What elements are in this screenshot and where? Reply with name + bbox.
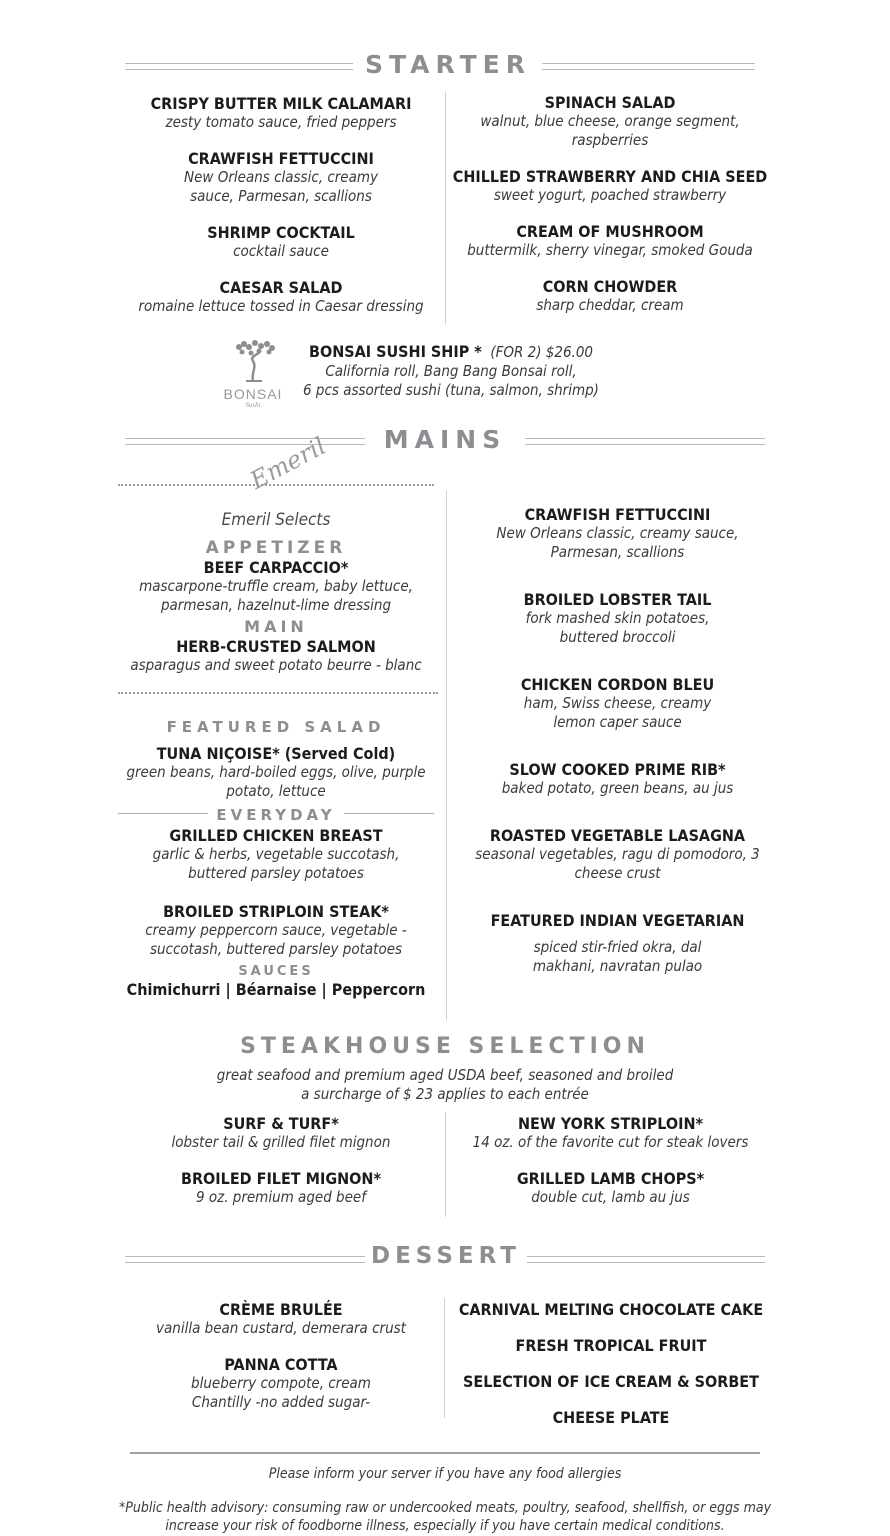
dessert-item: CARNIVAL MELTING CHOCOLATE CAKE bbox=[458, 1300, 764, 1319]
item-desc: fork mashed skin potatoes, buttered broccoli bbox=[525, 609, 710, 646]
featured-column bbox=[112, 718, 440, 801]
item-name: GRILLED CHICKEN BREAST bbox=[169, 826, 383, 845]
menu-item bbox=[120, 1355, 442, 1412]
item-desc: vanilla bean custard, demerara crust bbox=[156, 1319, 406, 1337]
item-name: CRAWFISH FETTUCCINI bbox=[524, 505, 711, 524]
item-name: CAESAR SALAD bbox=[219, 278, 343, 297]
item-desc: sweet yogurt, poached strawberry bbox=[493, 186, 727, 204]
item-name: CREAM OF MUSHROOM bbox=[516, 222, 704, 241]
dessert-divider bbox=[444, 1298, 445, 1418]
menu-item bbox=[120, 1169, 442, 1207]
item-desc: baked potato, green beans, au jus bbox=[501, 779, 734, 797]
featured-salad-label: FEATURED SALAD bbox=[166, 718, 386, 736]
menu-item bbox=[455, 675, 780, 732]
menu-item bbox=[455, 590, 780, 647]
item-name: CHILLED STRAWBERRY AND CHIA SEED bbox=[452, 167, 768, 186]
mains-divider bbox=[446, 490, 447, 1020]
item-name: SPINACH SALAD bbox=[544, 93, 676, 112]
dessert-title: DESSERT bbox=[371, 1243, 521, 1269]
advisory-line1: *Public health advisory: consuming raw or undercooked meats, poultry, seafood, shellfish, or eggs may bbox=[118, 1500, 772, 1516]
menu-item bbox=[120, 149, 442, 206]
everyday-label: EVERYDAY bbox=[208, 806, 343, 824]
item-desc: walnut, blue cheese, orange segment, raspberries bbox=[480, 112, 740, 149]
bonsai-logo-text: BONSAI bbox=[223, 386, 283, 402]
item-name: PANNA COTTA bbox=[224, 1355, 338, 1374]
emeril-top-rule bbox=[118, 484, 434, 486]
menu-item bbox=[120, 1114, 442, 1152]
starter-right-column bbox=[450, 93, 770, 315]
steakhouse-intro bbox=[0, 1066, 890, 1104]
item-desc: cocktail sauce bbox=[233, 242, 329, 260]
item-desc: New Orleans classic, creamy sauce, Parmesan, scallions bbox=[184, 168, 378, 205]
menu-item bbox=[112, 558, 440, 615]
menu-item bbox=[112, 637, 440, 675]
header-rule-left bbox=[125, 63, 353, 70]
menu-item bbox=[455, 826, 780, 883]
starter-title: STARTER bbox=[365, 50, 531, 79]
dessert-item: CHEESE PLATE bbox=[552, 1408, 670, 1427]
menu-item bbox=[455, 911, 780, 976]
starter-header bbox=[0, 50, 890, 80]
item-desc: spiced stir-fried okra, dal makhani, navratan pulao bbox=[532, 938, 703, 975]
bonsai-logo bbox=[222, 337, 284, 413]
mains-title: MAINS bbox=[383, 425, 507, 454]
item-name: TUNA NIÇOISE* (Served Cold) bbox=[156, 744, 396, 763]
item-desc: seasonal vegetables, ragu di pomodoro, 3 cheese crust bbox=[475, 845, 760, 882]
item-desc: double cut, lamb au jus bbox=[531, 1188, 690, 1206]
item-desc: garlic & herbs, vegetable succotash, buttered parsley potatoes bbox=[152, 845, 400, 882]
bonsai-sushi-ship bbox=[286, 342, 616, 400]
item-name: ROASTED VEGETABLE LASAGNA bbox=[489, 826, 746, 845]
menu-item bbox=[120, 278, 442, 316]
bonsai-title-line bbox=[286, 342, 616, 362]
starter-divider bbox=[445, 92, 446, 324]
item-desc: New Orleans classic, creamy sauce, Parmesan, scallions bbox=[496, 524, 739, 561]
header-rule-right bbox=[542, 63, 755, 70]
everyday-label-wrap bbox=[112, 805, 440, 824]
menu-item bbox=[120, 1300, 442, 1338]
header-rule-left bbox=[125, 1256, 365, 1263]
bonsai-logo-sub: Sushi bbox=[245, 401, 261, 409]
footer-rule bbox=[130, 1452, 760, 1454]
item-name: SLOW COOKED PRIME RIB* bbox=[509, 760, 726, 779]
appetizer-label: APPETIZER bbox=[205, 538, 347, 558]
item-name: SURF & TURF* bbox=[223, 1114, 339, 1133]
item-desc: creamy peppercorn sauce, vegetable - succotash, buttered parsley potatoes bbox=[145, 921, 407, 958]
emeril-selects-label: Emeril Selects bbox=[221, 510, 331, 530]
item-name: GRILLED LAMB CHOPS* bbox=[516, 1169, 705, 1188]
item-desc: lobster tail & grilled filet mignon bbox=[171, 1133, 391, 1151]
header-rule-right bbox=[527, 1256, 765, 1263]
dessert-item: FRESH TROPICAL FRUIT bbox=[515, 1336, 707, 1355]
mains-header bbox=[0, 425, 890, 455]
item-desc: 14 oz. of the favorite cut for steak lovers bbox=[472, 1133, 749, 1151]
menu-item bbox=[112, 826, 440, 883]
everyday-column bbox=[112, 826, 440, 999]
steakhouse-divider bbox=[445, 1112, 446, 1217]
item-name: CHICKEN CORDON BLEU bbox=[520, 675, 715, 694]
item-name: BROILED FILET MIGNON* bbox=[181, 1169, 381, 1188]
menu-item bbox=[448, 1114, 773, 1152]
mains-right-column bbox=[455, 505, 780, 976]
item-name: SHRIMP COCKTAIL bbox=[207, 223, 355, 242]
header-rule-right bbox=[525, 438, 765, 445]
emeril-selects-column bbox=[112, 509, 440, 675]
menu-item bbox=[112, 902, 440, 959]
advisory-line2: increase your risk of foodborne illness, especially if you have certain medical conditions. bbox=[165, 1518, 725, 1534]
steakhouse-left-column bbox=[120, 1114, 442, 1207]
item-desc: ham, Swiss cheese, creamy lemon caper sauce bbox=[523, 694, 712, 731]
starter-left-column bbox=[120, 94, 442, 316]
item-desc: blueberry compote, cream Chantilly -no added sugar- bbox=[191, 1374, 371, 1411]
menu-item bbox=[455, 505, 780, 562]
item-desc: green beans, hard-boiled eggs, olive, purple potato, lettuce bbox=[126, 763, 426, 800]
menu-item bbox=[450, 222, 770, 260]
bonsai-tree-icon bbox=[229, 337, 277, 383]
menu-item bbox=[450, 277, 770, 315]
item-desc: 9 oz. premium aged beef bbox=[195, 1188, 366, 1206]
menu-item bbox=[450, 93, 770, 150]
emeril-bottom-rule bbox=[118, 692, 438, 694]
item-desc: sharp cheddar, cream bbox=[536, 296, 684, 314]
allergy-note: Please inform your server if you have any food allergies bbox=[268, 1466, 622, 1482]
item-name: BEEF CARPACCIO* bbox=[203, 558, 349, 577]
item-name: BROILED STRIPLOIN STEAK* bbox=[163, 902, 389, 921]
emeril-logo: Emeril bbox=[245, 431, 331, 495]
item-desc: California roll, Bang Bang Bonsai roll, bbox=[325, 362, 577, 380]
menu-item bbox=[448, 1169, 773, 1207]
steakhouse-intro-line2: a surcharge of $ 23 applies to each entrée bbox=[301, 1085, 589, 1103]
item-desc: romaine lettuce tossed in Caesar dressing bbox=[138, 297, 424, 315]
item-name: CORN CHOWDER bbox=[542, 277, 678, 296]
item-name: BONSAI SUSHI SHIP * bbox=[308, 342, 482, 361]
steakhouse-right-column bbox=[448, 1114, 773, 1207]
item-price: (FOR 2) $26.00 bbox=[490, 343, 594, 361]
steakhouse-title: STEAKHOUSE SELECTION bbox=[240, 1034, 650, 1059]
sauces-list: Chimichurri | Béarnaise | Peppercorn bbox=[126, 980, 426, 999]
menu-item bbox=[120, 223, 442, 261]
dessert-right-column bbox=[450, 1300, 772, 1427]
item-name: FEATURED INDIAN VEGETARIAN bbox=[490, 911, 745, 930]
menu-item bbox=[120, 94, 442, 132]
item-desc: zesty tomato sauce, fried peppers bbox=[165, 113, 397, 131]
sauces-label: SAUCES bbox=[238, 964, 314, 979]
steakhouse-intro-line1: great seafood and premium aged USDA beef, seasoned and broiled bbox=[216, 1066, 674, 1084]
dessert-header bbox=[0, 1243, 890, 1273]
item-desc: buttermilk, sherry vinegar, smoked Gouda bbox=[467, 241, 753, 259]
item-desc: 6 pcs assorted sushi (tuna, salmon, shrimp) bbox=[303, 381, 599, 399]
dessert-left-column bbox=[120, 1300, 442, 1412]
menu-item bbox=[450, 167, 770, 205]
item-name: HERB-CRUSTED SALMON bbox=[176, 637, 376, 656]
item-name: BROILED LOBSTER TAIL bbox=[523, 590, 712, 609]
header-rule-left bbox=[125, 438, 365, 445]
item-desc: asparagus and sweet potato beurre - blanc bbox=[130, 656, 422, 674]
menu-item bbox=[112, 744, 440, 801]
main-label: MAIN bbox=[244, 617, 308, 636]
menu-item bbox=[455, 760, 780, 798]
item-name: NEW YORK STRIPLOIN* bbox=[517, 1114, 704, 1133]
dessert-item: SELECTION OF ICE CREAM & SORBET bbox=[463, 1372, 759, 1391]
item-name: CRISPY BUTTER MILK CALAMARI bbox=[150, 94, 412, 113]
item-desc: mascarpone-truffle cream, baby lettuce, parmesan, hazelnut-lime dressing bbox=[139, 577, 413, 614]
item-name: CRAWFISH FETTUCCINI bbox=[188, 149, 374, 168]
item-name: CRÈME BRULÉE bbox=[219, 1300, 343, 1319]
